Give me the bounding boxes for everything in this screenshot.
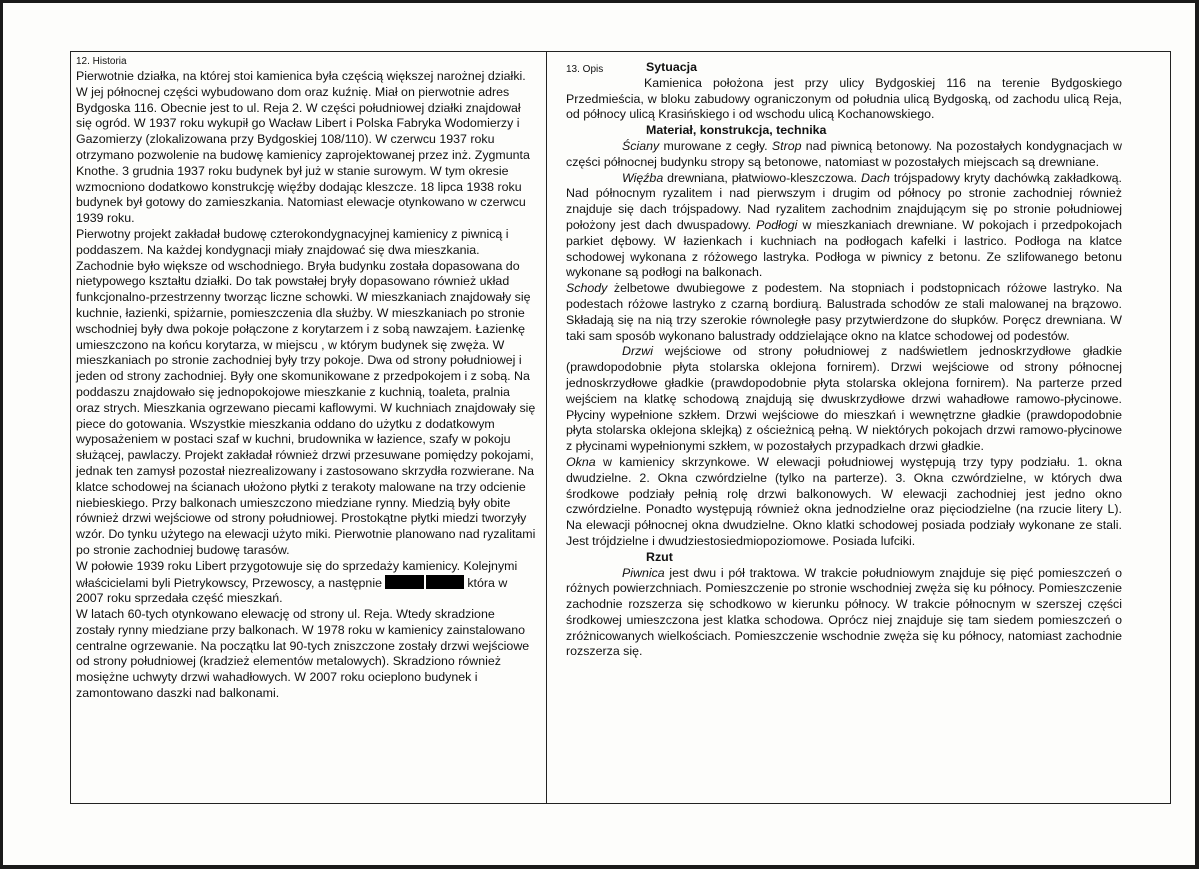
history-label: 12. Historia (76, 56, 127, 67)
paragraph-okna (566, 455, 1122, 550)
history-column (76, 56, 536, 702)
history-paragraph-3 (76, 559, 536, 607)
text-wiezba-3: w mieszkaniach drewniane. W pokojach i przedpokojach parkiet dębowy. W łazienkach i kuchniach na podłogach kafelki i lastrico. Podłoga na klatce schodowej wykonana z różowego lastryka. Podłoga w piwnicy z betonu. Ze szlifowanego betonu wykonane są podłogi na balkonach. (566, 217, 1122, 280)
history-paragraph-2: Pierwotny projekt zakładał budowę czterokondygnacyjnej kamienicy z piwnicą i poddaszem. Na każdej kondygnacji miały znajdować się dwa mieszkania. Zachodnie było większe od wschodniego. Bryła budynku została dopasowana do nietypowego kształtu działki. Do tak powstałej bryły dopasowano również układ funkcjonalno-przestrzenny tworząc liczne schowki. W mieszkaniach znajdowały się kuchnie, łazienki, spiżarnie, pomieszczenia dla służby. W mieszkaniach po stronie wschodniej były dwa pokoje połączone z korytarzem i z sobą nawzajem. Łazienkę umieszczono na końcu korytarza, w miejscu , w którym budynek się zwęża. W mieszkaniach po stronie zachodniej były trzy pokoje. Dwa od strony południowej i jeden od strony zachodniej. Były one skomunikowane z przedpokojem i z sobą. Na poddaszu znajdowało się jednopokojowe mieszkanie z kuchnią, toaleta, pralnia oraz strych. Mieszkania ogrzewano piecami kaflowymi. W kuchniach znajdowały się piece do gotowania. Wszystkie mieszkania oddano do użytku z dodatkowym wyposażeniem w postaci szaf w kuchni, brudownika w łazience, szafy w pokoju służącej, pawlaczy. Projekt zakładał również drzwi przesuwane pomiędzy pokojami, jednak ten zamysł pozostał niezrealizowany i zastosowano skrzydła rozwierane. Na klatce schodowej na ścianach ułożono płytki z terakoty malowane na trzy odcienie niebieskiego. Przy balkonach umieszczono miedziane rynny. Miedzią były obite również drzwi wejściowe od strony południowej. Prostokątne płytki miedzi tworzyły wzór. Do tynku użytego na elewacji użyto miki. Pierwotnie planowano nad ryzalitami po stronie zachodniej budowę tarasów. (76, 226, 536, 557)
term-schody: Schody (566, 281, 608, 296)
text-wiezba-2: trójspadowy kryty dachówką zakładkową. Nad północnym ryzalitem i nad pierwszym i drugim od północy po stronie zachodniej również znajduje się dach trójspadowy. Nad ryzalitem zachodnim znajdującym się po stronie południowej położony jest dach dwuspadowy. (566, 170, 1122, 232)
description-label: 13. Opis (566, 64, 604, 75)
term-okna: Okna (566, 454, 596, 469)
column-divider (546, 51, 547, 804)
term-dach: Dach (861, 170, 890, 185)
description-column (566, 60, 1122, 660)
paragraph-drzwi (566, 344, 1122, 455)
text-drzwi: wejściowe od strony południowej z nadświetlem jednoskrzydłowe gładkie (prawdopodobnie płyta stolarska oklejona fornirem). Drzwi wejściowe od strony północnej jednoskrzydłowe gładkie (prawdopodobnie płyta stolarska oklejona fornirem). Na parterze przed wejściem na klatkę schodową znajdują się dwuskrzydłowe drzwi wahadłowe ramowo-płycinowe. Płyciny wypełnione szkłem. Drzwi wejściowe do mieszkań i wewnętrzne gładkie (prawdopodobnie płyta stolarska oklejona sklejką) z ościeżnicą pełną. W niektórych pokojach drzwi ramowo-płycinowe z płycinami wypełnionymi szkłem, w pozostałych przypadkach drzwi gładkie. (566, 344, 1122, 454)
text-schody: żelbetowe dwubiegowe z podestem. Na stopniach i podstopnicach różowe lastryko. Na podestach różowe lastryko z czarną bordiurą. Balustrada schodów ze stali malowanej na brązowo. Składają się na nią trzy szerokie równoległe pasy przytwierdzone do słupków. Poręcz drewniana. W taki sam sposób wykonano balustrady oddzielające okno na klatce schodowej od podestów. (566, 281, 1122, 343)
redaction-box (426, 575, 464, 589)
term-strop: Strop (771, 138, 802, 153)
history-paragraph-4: W latach 60-tych otynkowano elewację od strony ul. Reja. Wtedy skradzione zostały rynny miedziane przy balkonach. W 1978 roku w kamienicy zainstalowano centralne ogrzewanie. Na początku lat 90-tych zniszczone zostały drzwi wejściowe od strony południowej (kradzież elementów metalowych). Skradziono również mosiężne uchwyty drzwi wahadłowych. W 2007 roku ocieplono budynek i zamontowano daszki nad balkonami. (76, 607, 530, 701)
text-wiezba-1: drewniana, płatwiowo-kleszczowa. (663, 170, 862, 185)
term-podlogi: Podłogi (756, 217, 798, 232)
paragraph-sytuacja: Kamienica położona jest przy ulicy Bydgoskiej 116 na terenie Bydgoskiego Przedmieścia, w bloku zabudowy ograniczonym od południa ulicą Bydgoską, od zachodu ulicą Reja, od północy ulicą Krasińskiego i od wschodu ulicą Kochanowskiego. (566, 75, 1122, 122)
paragraph-sciany (566, 139, 1122, 171)
history-paragraph-3a: W połowie 1939 roku Libert przygotowuje się do sprzedaży kamienicy. Kolejnymi właścicielami byli Pietrykowscy, Przewoscy, a następnie (76, 558, 518, 590)
history-paragraph-3b: która w 2007 roku sprzedała część mieszkań. (76, 575, 508, 606)
term-drzwi: Drzwi (622, 344, 653, 359)
redaction-box (385, 575, 424, 589)
text-rzut: jest dwu i pół traktowa. W trakcie południowym znajduje się pięć pomieszczeń o różnych powierzchniach. Pomieszczenie po stronie wschodniej zwęża się ku północy. Pomieszczenie zachodnie rozszerza się schodkowo w kierunku północy. W trakcie północnym w szerszej części środkowej umieszczona jest klatka schodowa. Oprócz niej znajduje się tam siedem pomieszczeń o zróżnicowanych wielkościach. Pomieszczenie wschodnie zwęża się ku północy, natomiast zachodnie rozszerza się. (566, 565, 1122, 659)
paragraph-rzut (566, 566, 1122, 661)
heading-rzut: Rzut (646, 549, 673, 564)
text-sciany-1: murowane z cegły. (659, 138, 772, 153)
text-sciany-2: nad piwnicą betonowy. Na pozostałych kondygnacjach w części północnej budynku stropy są betonowe, natomiast w pozostałych miejscach są drewniane. (566, 138, 1122, 169)
term-piwnica: Piwnica (622, 565, 665, 580)
history-paragraph-1: Pierwotnie działka, na której stoi kamienica była częścią większej narożnej działki. W jej północnej części wybudowano dom oraz kuźnię. Miał on pierwotnie adres Bydgoska 116. Obecnie jest to ul. Reja 2. W części południowej działki znajdował się ogród. W 1937 roku wykupił go Wacław Libert i Polska Fabryka Wodomierzy i Gazomierzy (zlokalizowana przy Bydgoskiej 108/110). W czerwcu 1937 roku otrzymano pozwolenie na budowę kamienicy zaprojektowanej przez inż. Zygmunta Knothe. 3 grudnia 1937 roku budynek był już w stanie surowym. W tym okresie wzmocniono dodatkowo konstrukcję więźby dodając kleszcze. 18 lipca 1938 roku budynek był gotowy do zamieszkania. Natomiast elewacje otynkowano w czerwcu 1939 roku. (76, 69, 530, 226)
term-wiezba: Więźba (622, 170, 664, 185)
term-sciany: Ściany (622, 138, 660, 153)
heading-material: Materiał, konstrukcja, technika (646, 123, 827, 138)
paragraph-wiezba (566, 171, 1122, 282)
paragraph-schody (566, 281, 1122, 344)
heading-sytuacja: Sytuacja (646, 60, 697, 74)
text-okna: w kamienicy skrzynkowe. W elewacji południowej występują trzy typy podziału. 1. okna dwudzielne. 2. Okna czwórdzielne (tylko na parterze). 3. Okna czwórdzielne, w których dwa środkowe podziały pełnią rolę drzwi balkonowych. W elewacji zachodniej jest jedno okno czwórdzielne. Ponadto występują również okna jednodzielne oraz pięciodzielne (na rzucie litery L). Na elewacji północnej okna dwudzielne. Okno klatki schodowej posiada podziały wykonane ze stali. Jest trójdzielne i dwudziestosiedmiopoziomowe. Posiada lufciki. (566, 454, 1122, 548)
